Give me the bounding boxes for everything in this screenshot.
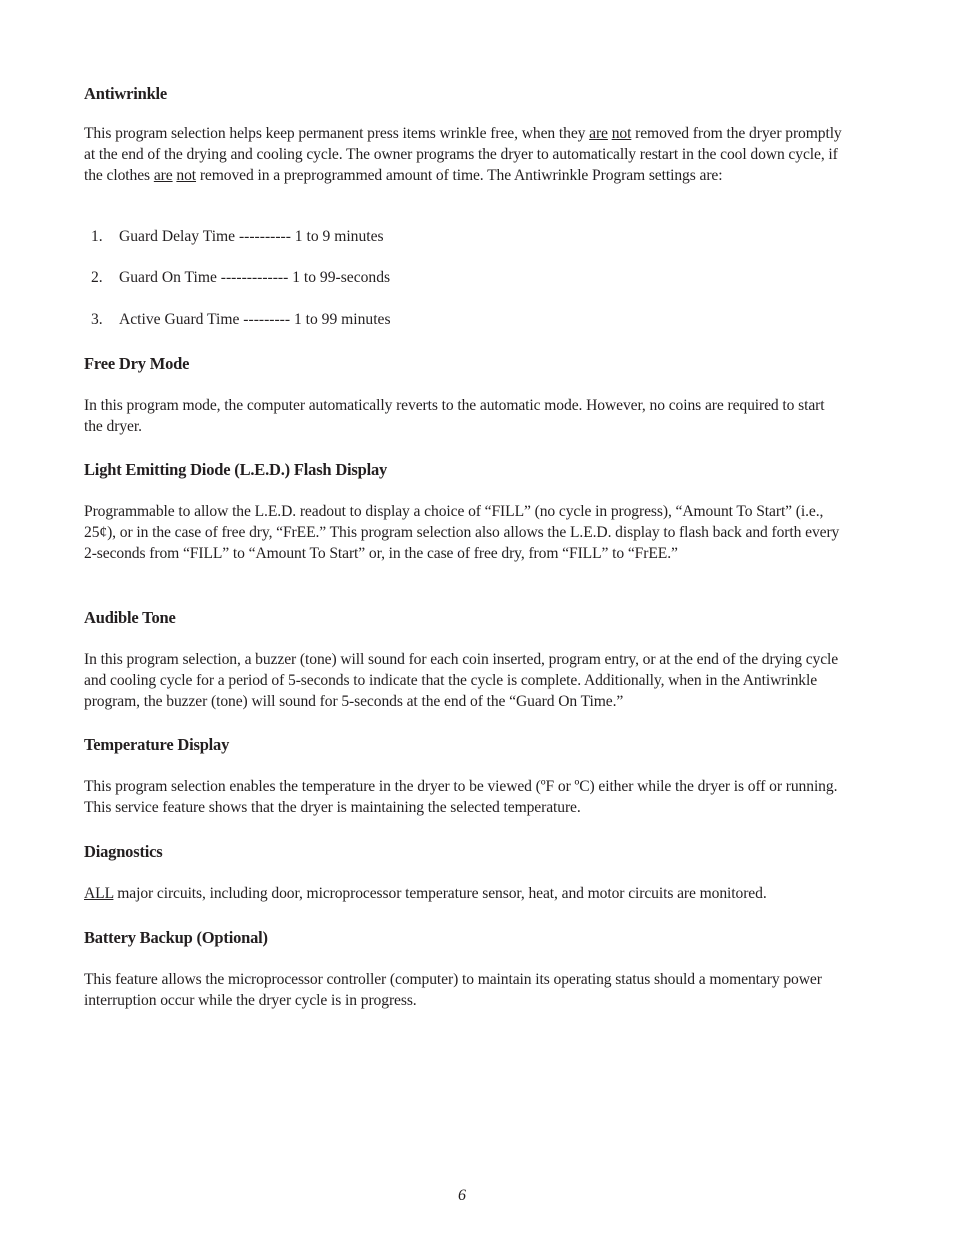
underlined-all: ALL (84, 885, 114, 902)
list-text: Guard Delay Time ---------- 1 to 9 minutes (119, 228, 384, 245)
text-run: removed in a preprogrammed amount of time. The Antiwrinkle Program settings are: (196, 166, 723, 184)
antiwrinkle-heading: Antiwrinkle (84, 84, 168, 103)
settings-list-item (84, 268, 842, 289)
audible-tone-section (84, 608, 842, 628)
free-dry-heading: Free Dry Mode (84, 354, 190, 373)
led-section (84, 460, 842, 480)
underlined-are: are (589, 125, 608, 142)
audible-tone-description (84, 650, 842, 712)
text-run: removed from the dryer promptly at the end of the drying and cooling cycle. The owner programs the dryer to automatically restart in the cool down cycle, if the clothes (84, 125, 842, 184)
diagnostics-description (84, 884, 842, 905)
antiwrinkle-paragraph (84, 124, 842, 186)
text-run: This program selection helps keep permanent press items wrinkle free, when they (84, 125, 590, 142)
settings-list-item (84, 310, 842, 331)
list-text: Guard On Time ------------- 1 to 99-seconds (119, 269, 391, 286)
page-number: 6 (458, 1187, 466, 1204)
underlined-not: not (611, 125, 632, 142)
settings-list-item (84, 227, 842, 248)
text-run: major circuits, including door, microprocessor temperature sensor, heat, and motor circuits are monitored. (113, 885, 767, 902)
list-text: Active Guard Time --------- 1 to 99 minutes (119, 311, 391, 328)
led-paragraph: Programmable to allow the L.E.D. readout to display a choice of “FILL” (no cycle in progress), “Amount To Start” (i.e., 25¢), or in the case of free dry, “FrEE.” This program selection also allows the L.E.D. display to flash back and forth every 2-seconds from “FILL” to “Amount To Start” or, in the case of free dry, from “FILL” to “FrEE.” (84, 503, 840, 562)
underlined-not: not (176, 166, 197, 184)
led-heading: Light Emitting Diode (L.E.D.) Flash Display (84, 460, 388, 479)
free-dry-paragraph: In this program mode, the computer automatically reverts to the automatic mode. However, no coins are required to start the dryer. (84, 397, 825, 435)
list-number: 1. (91, 228, 103, 245)
temperature-section (84, 735, 842, 755)
temperature-heading: Temperature Display (84, 735, 230, 754)
antiwrinkle-section (84, 84, 842, 104)
audible-tone-paragraph: In this program selection, a buzzer (tone) will sound for each coin inserted, program entry, or at the end of the drying cycle and cooling cycle for a period of 5-seconds to indicate that the cycle is complete. Additionally, when in the Antiwrinkle program, the buzzer (tone) will sound for 5-seconds at the end of the “Guard On Time.” (84, 651, 839, 710)
led-description (84, 502, 842, 564)
diagnostics-heading: Diagnostics (84, 842, 163, 861)
battery-heading: Battery Backup (Optional) (84, 928, 268, 947)
list-number: 3. (91, 311, 103, 328)
temperature-paragraph: This program selection enables the temperature in the dryer to be viewed (ºF or ºC) either while the dryer is off or running. This service feature shows that the dryer is maintaining the selected temperature. (84, 778, 838, 816)
free-dry-description (84, 396, 842, 438)
diagnostics-section (84, 842, 842, 862)
diagnostics-paragraph (84, 884, 842, 905)
audible-tone-heading: Audible Tone (84, 608, 176, 627)
underlined-are: are (153, 166, 173, 184)
battery-section (84, 928, 842, 948)
list-number: 2. (91, 269, 103, 286)
free-dry-section (84, 354, 842, 374)
temperature-description (84, 777, 842, 819)
battery-paragraph: This feature allows the microprocessor controller (computer) to maintain its operating status should a momentary power interruption occur while the dryer cycle is in progress. (84, 971, 822, 1009)
antiwrinkle-description (84, 124, 842, 186)
battery-description (84, 970, 842, 1012)
